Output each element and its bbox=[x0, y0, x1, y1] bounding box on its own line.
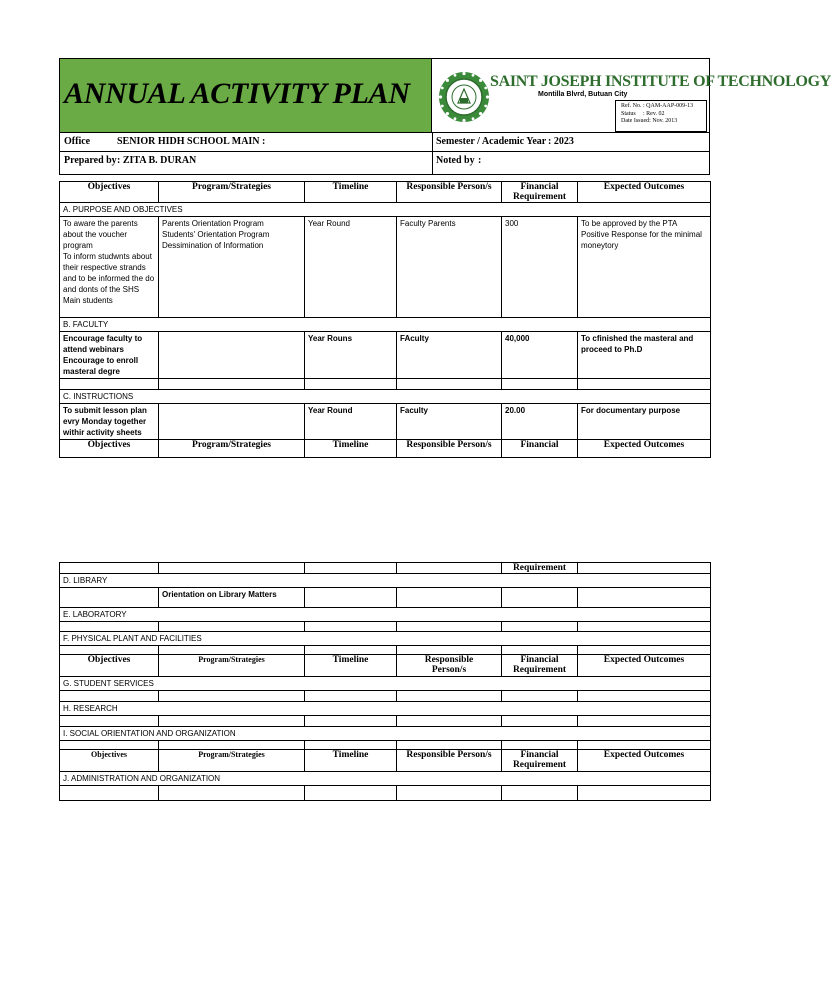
empty-cell bbox=[305, 741, 397, 750]
col-outcomes: Expected Outcomes bbox=[578, 750, 711, 772]
row-c-programs bbox=[159, 404, 305, 440]
row-c-financial: 20.00 bbox=[502, 404, 578, 440]
empty-cell bbox=[578, 691, 711, 702]
col-programs: Program/Strategies bbox=[159, 440, 305, 458]
noted-by-value: : bbox=[478, 155, 482, 166]
col-timeline: Timeline bbox=[305, 440, 397, 458]
empty-cell bbox=[502, 716, 578, 727]
empty-cell bbox=[397, 716, 502, 727]
row-b-responsible: FAculty bbox=[397, 332, 502, 379]
empty-cell bbox=[502, 622, 578, 632]
empty-cell bbox=[159, 786, 305, 801]
empty-cell bbox=[305, 563, 397, 574]
table-row bbox=[60, 588, 711, 608]
table-row bbox=[60, 217, 711, 318]
empty-cell bbox=[60, 691, 159, 702]
header-divider bbox=[60, 151, 709, 152]
col-financial: Financial Requirement bbox=[502, 182, 578, 203]
col-financial: Financial bbox=[502, 440, 578, 458]
row-a-responsible: Faculty Parents bbox=[397, 217, 502, 318]
school-address: Montilla Blvrd, Butuan City bbox=[538, 91, 628, 98]
empty-cell bbox=[578, 716, 711, 727]
col-objectives: Objectives bbox=[60, 655, 159, 677]
empty-cell bbox=[159, 716, 305, 727]
col-responsible: Responsible Person/s bbox=[397, 655, 502, 677]
office-value: SENIOR HIDH SCHOOL MAIN : bbox=[117, 136, 266, 147]
col-objectives: Objectives bbox=[60, 750, 159, 772]
row-c-objectives: To submit lesson plan evry Monday together withir activity sheets bbox=[60, 404, 159, 440]
semester-value: : 2023 bbox=[548, 136, 574, 147]
empty-cell bbox=[397, 563, 502, 574]
empty-cell bbox=[60, 563, 159, 574]
section-h-header: H. RESEARCH bbox=[60, 702, 711, 716]
col-timeline: Timeline bbox=[305, 182, 397, 203]
table-row bbox=[60, 622, 711, 632]
row-b-objectives: Encourage faculty to attend webinars Encourage to enroll masteral degre bbox=[60, 332, 159, 379]
empty-cell bbox=[305, 622, 397, 632]
section-a-header: A. PURPOSE AND OBJECTIVES bbox=[60, 203, 711, 217]
column-header-row bbox=[60, 182, 711, 203]
ref-no-value: : QAM-AAP-009-13 bbox=[643, 103, 694, 109]
row-a-financial: 300 bbox=[502, 217, 578, 318]
school-name: SAINT JOSEPH INSTITUTE OF TECHNOLOGY bbox=[490, 73, 831, 90]
empty-cell bbox=[502, 646, 578, 655]
title-banner bbox=[60, 59, 432, 132]
empty-cell bbox=[397, 691, 502, 702]
empty-cell bbox=[502, 379, 578, 390]
empty-cell bbox=[397, 588, 502, 608]
empty-cell bbox=[60, 379, 159, 390]
table-row bbox=[60, 741, 711, 750]
col-responsible: Responsible Person/s bbox=[397, 750, 502, 772]
noted-by-label: Noted by bbox=[436, 155, 475, 166]
col-outcomes: Expected Outcomes bbox=[578, 655, 711, 677]
section-e-header: E. LABORATORY bbox=[60, 608, 711, 622]
col-timeline: Timeline bbox=[305, 655, 397, 677]
col-programs: Program/Strategies bbox=[159, 182, 305, 203]
row-a-objectives: To aware the parents about the voucher program To inform studwnts about their respective strands and to be informed the do and donts of the SHS Main students bbox=[60, 217, 159, 318]
section-i-header: I. SOCIAL ORIENTATION AND ORGANIZATION bbox=[60, 727, 711, 741]
document-title: ANNUAL ACTIVITY PLAN bbox=[64, 77, 410, 110]
col-financial: Financial Requirement bbox=[502, 750, 578, 772]
col-objectives: Objectives bbox=[60, 182, 159, 203]
col-outcomes: Expected Outcomes bbox=[578, 182, 711, 203]
semester-label: Semester / Academic Year bbox=[436, 136, 547, 147]
empty-cell bbox=[60, 716, 159, 727]
empty-cell bbox=[159, 622, 305, 632]
empty-cell bbox=[305, 646, 397, 655]
row-a-programs: Parents Orientation Program Students' Orientation Program Dessimination of Information bbox=[159, 217, 305, 318]
empty-cell bbox=[60, 622, 159, 632]
school-seal-logo bbox=[438, 71, 490, 123]
row-b-financial: 40,000 bbox=[502, 332, 578, 379]
row-a-timeline: Year Round bbox=[305, 217, 397, 318]
date-issued-label: Date Issued: bbox=[621, 118, 651, 124]
row-c-outcomes: For documentary purpose bbox=[578, 404, 711, 440]
row-a-outcomes: To be approved by the PTA Positive Response for the minimal moneytory bbox=[578, 217, 711, 318]
column-header-row bbox=[60, 655, 711, 677]
section-b-header: B. FACULTY bbox=[60, 318, 711, 332]
activity-plan-table-page1 bbox=[59, 181, 711, 458]
document-header bbox=[59, 58, 831, 175]
header-column-divider bbox=[432, 132, 433, 174]
col-requirement: Requirement bbox=[502, 563, 578, 574]
office-label: Office bbox=[64, 136, 91, 147]
table-row bbox=[60, 404, 711, 440]
empty-cell bbox=[305, 691, 397, 702]
empty-cell bbox=[305, 379, 397, 390]
section-d-header: D. LIBRARY bbox=[60, 574, 711, 588]
empty-cell bbox=[397, 622, 502, 632]
ref-no-label: Ref. No. bbox=[621, 103, 642, 109]
row-b-outcomes: To cfinished the masteral and proceed to Ph.D bbox=[578, 332, 711, 379]
table-row bbox=[60, 379, 711, 390]
empty-cell bbox=[60, 786, 159, 801]
col-financial: Financial Requirement bbox=[502, 655, 578, 677]
empty-cell bbox=[305, 716, 397, 727]
col-objectives: Objectives bbox=[60, 440, 159, 458]
column-header-row bbox=[60, 563, 711, 574]
section-g-header: G. STUDENT SERVICES bbox=[60, 677, 711, 691]
col-outcomes: Expected Outcomes bbox=[578, 440, 711, 458]
empty-cell bbox=[60, 588, 159, 608]
empty-cell bbox=[502, 588, 578, 608]
prepared-by-value: : ZITA B. DURAN bbox=[117, 155, 197, 166]
empty-cell bbox=[60, 741, 159, 750]
empty-cell bbox=[578, 379, 711, 390]
table-row bbox=[60, 716, 711, 727]
reference-box bbox=[615, 100, 707, 132]
col-responsible: Responsible Person/s bbox=[397, 440, 502, 458]
table-row bbox=[60, 332, 711, 379]
status-label: Status bbox=[621, 110, 636, 117]
empty-cell bbox=[159, 691, 305, 702]
empty-cell bbox=[502, 786, 578, 801]
empty-cell bbox=[578, 741, 711, 750]
col-responsible: Responsible Person/s bbox=[397, 182, 502, 203]
col-programs: Program/Strategies bbox=[159, 750, 305, 772]
empty-cell bbox=[502, 691, 578, 702]
row-d-programs: Orientation on Library Matters bbox=[159, 588, 305, 608]
empty-cell bbox=[578, 786, 711, 801]
empty-cell bbox=[578, 563, 711, 574]
empty-cell bbox=[305, 588, 397, 608]
empty-cell bbox=[578, 622, 711, 632]
empty-cell bbox=[159, 563, 305, 574]
empty-cell bbox=[397, 741, 502, 750]
row-b-programs bbox=[159, 332, 305, 379]
table-row bbox=[60, 786, 711, 801]
section-f-header: F. PHYSICAL PLANT AND FACILITIES bbox=[60, 632, 711, 646]
table-row bbox=[60, 691, 711, 702]
row-c-timeline: Year Round bbox=[305, 404, 397, 440]
col-programs: Program/Strategies bbox=[159, 655, 305, 677]
row-b-timeline: Year Rouns bbox=[305, 332, 397, 379]
activity-plan-table-page2 bbox=[59, 562, 711, 801]
section-j-header: J. ADMINISTRATION AND ORGANIZATION bbox=[60, 772, 711, 786]
empty-cell bbox=[159, 646, 305, 655]
status-value: : Rev. 02 bbox=[643, 110, 665, 117]
table-row bbox=[60, 646, 711, 655]
empty-cell bbox=[578, 646, 711, 655]
header-divider bbox=[60, 132, 709, 133]
row-c-responsible: Faculty bbox=[397, 404, 502, 440]
empty-cell bbox=[397, 379, 502, 390]
empty-cell bbox=[159, 379, 305, 390]
empty-cell bbox=[397, 786, 502, 801]
col-timeline: Timeline bbox=[305, 750, 397, 772]
empty-cell bbox=[397, 646, 502, 655]
empty-cell bbox=[60, 646, 159, 655]
prepared-by-label: Prepared by bbox=[64, 155, 117, 166]
empty-cell bbox=[502, 741, 578, 750]
column-header-row bbox=[60, 440, 711, 458]
empty-cell bbox=[159, 741, 305, 750]
column-header-row bbox=[60, 750, 711, 772]
date-issued-value: Nov. 2013 bbox=[652, 118, 678, 124]
empty-cell bbox=[305, 786, 397, 801]
section-c-header: C. INSTRUCTIONS bbox=[60, 390, 711, 404]
empty-cell bbox=[578, 588, 711, 608]
